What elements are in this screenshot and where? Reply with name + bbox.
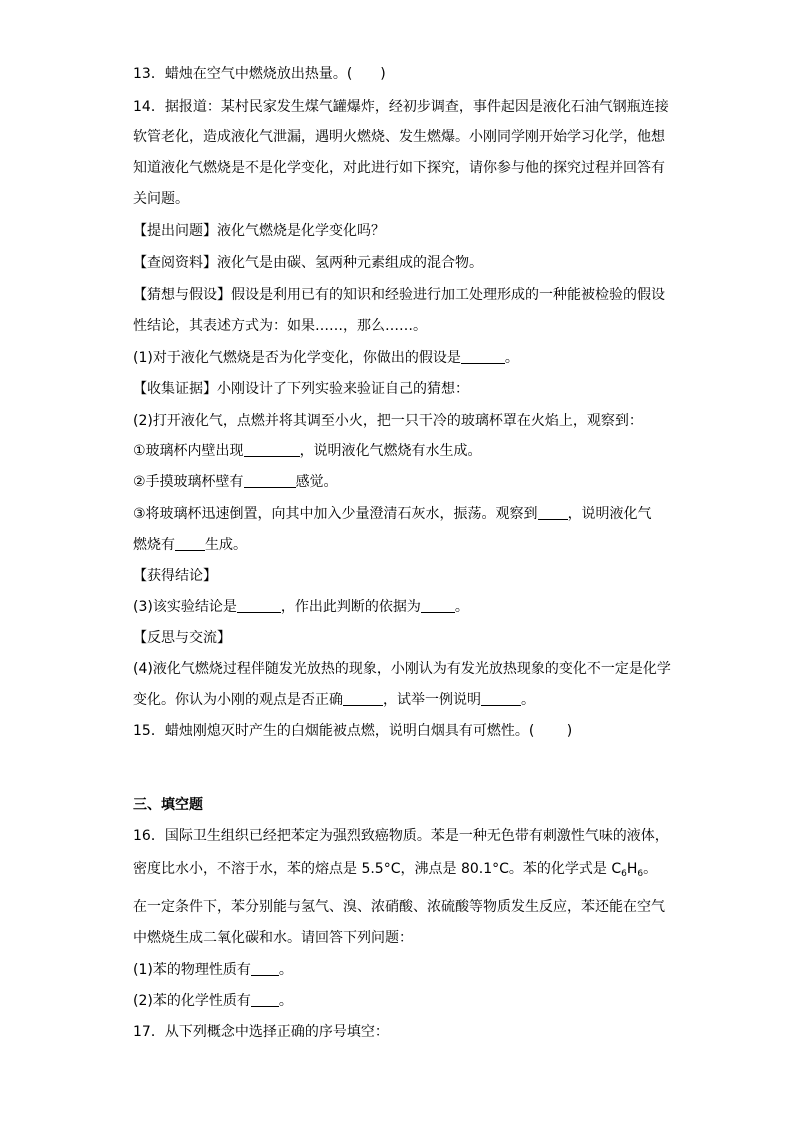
q14-part-4-end: 。 <box>521 692 535 708</box>
q14-part-3-text: (3)该实验结论是 <box>133 599 237 615</box>
question-15: 15．蜡烛刚熄灭时产生的白烟能被点燃，说明白烟具有可燃性。( ) <box>133 723 573 739</box>
q14-observation-2-end: 感觉。 <box>295 474 338 490</box>
q16-line-2-text-b: ，沸点是 <box>400 861 461 877</box>
q14-part-4-line-1: (4)液化气燃烧过程伴随发光放热的现象，小刚认为有发光放热现象的变化不一定是化学 <box>133 661 671 677</box>
question-17: 17．从下列概念中选择正确的序号填空： <box>133 1024 389 1040</box>
q14-part-3-mid: ，作出此判断的依据为 <box>280 599 421 615</box>
section-title: 三、填空题 <box>133 797 203 813</box>
q14-observation-3 <box>133 504 652 524</box>
q14-hypothesis-line-2: 性结论，其表述方式为：如果……，那么……。 <box>133 318 427 334</box>
q14-part-4-line-2 <box>133 690 535 710</box>
q14-intro-line-2: 软管老化，造成液化气泄漏，遇明火燃烧、发生燃爆。小刚同学刚开始学习化学，他想 <box>133 129 665 145</box>
q14-observation-3-mid: ，说明液化气 <box>567 506 652 522</box>
melting-point-value: 5.5°C <box>361 861 401 877</box>
q16-part-1 <box>133 960 293 980</box>
q16-part-2 <box>133 991 293 1011</box>
formula-carbon: C <box>611 861 622 877</box>
q14-get-conclusion: 【获得结论】 <box>133 568 217 584</box>
q14-observation-1-text: ①玻璃杯内壁出现 <box>133 443 244 459</box>
q14-observation-3-text: ③将玻璃杯迅速倒置，向其中加入少量澄清石灰水，振荡。观察到 <box>133 506 538 522</box>
q16-part-2-end: 。 <box>278 993 293 1009</box>
q16-line-1: 16．国际卫生组织已经把苯定为强烈致癌物质。苯是一种无色带有刺激性气味的液体， <box>133 828 669 844</box>
answer-blank[interactable] <box>251 992 279 1007</box>
answer-blank[interactable] <box>538 505 568 520</box>
q14-hypothesis-line-1: 【猜想与假设】假设是利用已有的知识和经验进行加工处理形成的一种能被检验的假设 <box>133 287 665 303</box>
answer-blank[interactable] <box>175 536 205 551</box>
question-13: 13．蜡烛在空气中燃烧放出热量。( ) <box>133 66 386 82</box>
q14-part-4-mid: ，试举一例说明 <box>383 692 481 708</box>
formula-hydrogen-subscript: 6 <box>637 869 644 879</box>
q14-observation-3-cont <box>133 535 247 555</box>
q14-part-1-text: (1)对于液化气燃烧是否为化学变化，你做出的假设是 <box>133 350 461 366</box>
q16-part-1-text: (1)苯的物理性质有 <box>133 962 251 978</box>
q14-observation-2 <box>133 472 338 492</box>
q16-line-2-text: 密度比水小，不溶于水，苯的熔点是 <box>133 861 362 877</box>
q14-observation-1-end: ，说明液化气燃烧有水生成。 <box>299 443 482 459</box>
q16-line-2 <box>133 859 657 884</box>
q14-part-1-end: 。 <box>504 350 519 366</box>
q14-observation-2-text: ②手摸玻璃杯壁有 <box>133 474 244 490</box>
boiling-point-value: 80.1°C <box>460 861 509 877</box>
answer-blank[interactable] <box>244 473 296 488</box>
benzene-formula <box>611 861 643 877</box>
q14-part-1 <box>133 348 519 368</box>
q14-part-4-text: 变化。你认为小刚的观点是否正确 <box>133 692 343 708</box>
q14-intro-line-4: 关问题。 <box>133 191 189 207</box>
formula-hydrogen: H <box>626 861 638 877</box>
q14-part-3-end: 。 <box>454 599 469 615</box>
answer-blank[interactable] <box>343 691 383 706</box>
q16-part-2-text: (2)苯的化学性质有 <box>133 993 251 1009</box>
answer-blank[interactable] <box>244 442 300 457</box>
q16-line-4: 中燃烧生成二氧化碳和水。请回答下列问题： <box>133 930 413 946</box>
answer-blank[interactable] <box>237 598 281 613</box>
answer-blank[interactable] <box>461 349 505 364</box>
q14-reflect: 【反思与交流】 <box>133 630 231 646</box>
answer-blank[interactable] <box>481 691 521 706</box>
q14-intro-line-1: 14．据报道：某村民家发生煤气罐爆炸，经初步调查，事件起因是液化石油气钢瓶连接 <box>133 99 669 115</box>
q16-line-2-text-c: 。苯的化学式是 <box>508 861 612 877</box>
q14-collect-evidence: 【收集证据】小刚设计了下列实验来验证自己的猜想： <box>133 381 469 397</box>
q14-raise-question: 【提出问题】液化气燃烧是化学变化吗？ <box>133 223 385 239</box>
answer-blank[interactable] <box>251 961 279 976</box>
q16-line-2-end: 。 <box>643 861 658 877</box>
q14-part-3 <box>133 597 469 617</box>
q14-observation-3-cont-text: 燃烧有 <box>133 537 175 553</box>
q14-part-2: (2)打开液化气，点燃并将其调至小火，把一只干冷的玻璃杯罩在火焰上，观察到： <box>133 413 643 429</box>
q16-line-3: 在一定条件下，苯分别能与氢气、溴、浓硝酸、浓硫酸等物质发生反应，苯还能在空气 <box>133 899 665 915</box>
q14-observation-1 <box>133 441 482 461</box>
q14-intro-line-3: 知道液化气燃烧是不是化学变化，对此进行如下探究，请你参与他的探究过程并回答有 <box>133 160 665 176</box>
formula-carbon-subscript: 6 <box>621 869 627 879</box>
q16-part-1-end: 。 <box>278 962 293 978</box>
answer-blank[interactable] <box>421 598 455 613</box>
q14-consult-material: 【查阅资料】液化气是由碳、氢两种元素组成的混合物。 <box>133 255 483 271</box>
q14-observation-3-end: 生成。 <box>205 537 247 553</box>
